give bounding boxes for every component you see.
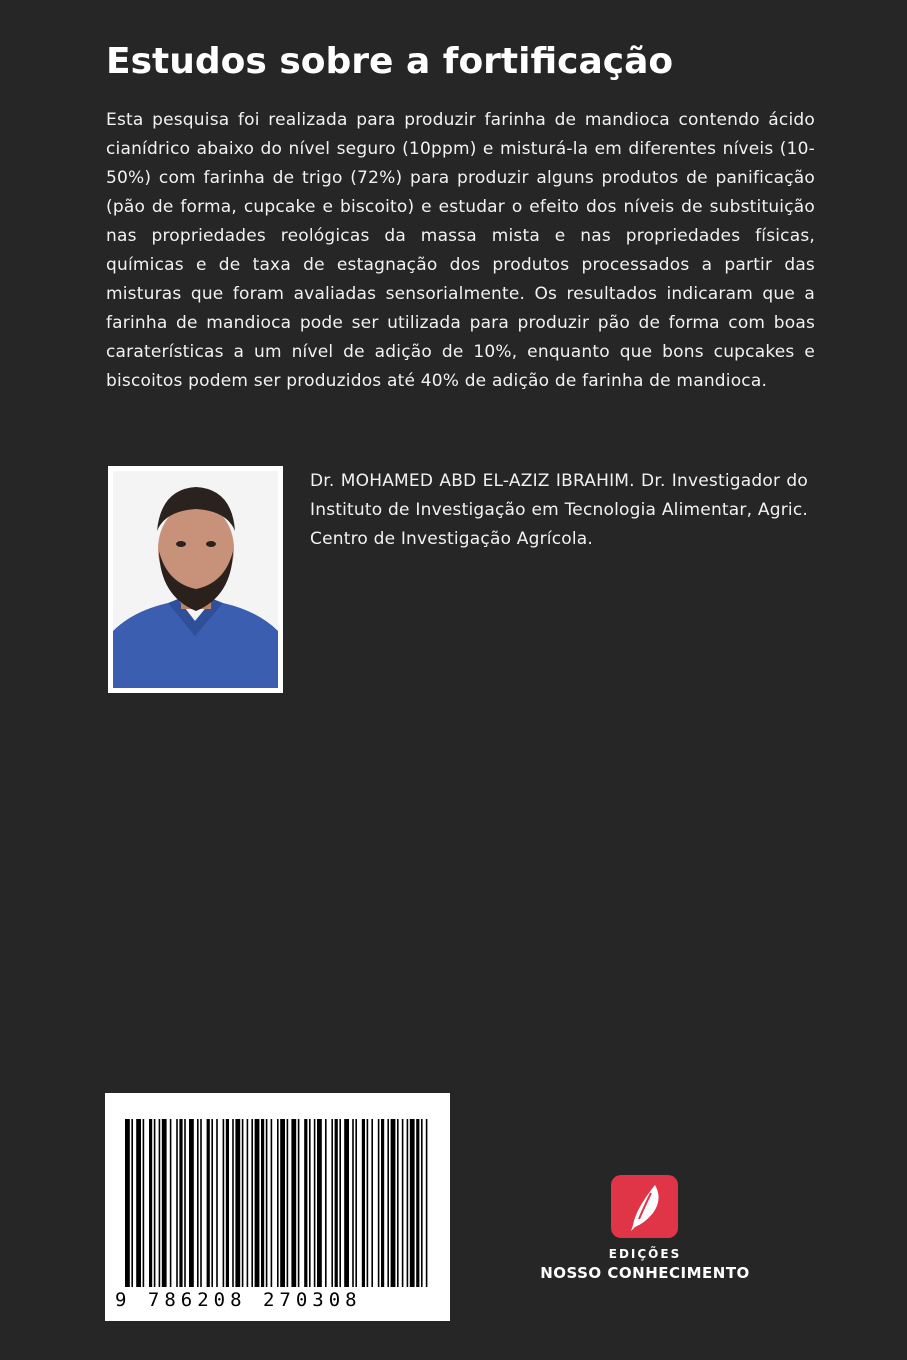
barcode-bar [159,1119,161,1287]
barcode-digits: 9 786208 270308 [115,1289,362,1311]
barcode-bar [211,1119,213,1287]
barcode-bar [261,1119,264,1287]
barcode-bar [362,1119,365,1287]
publisher-name: NOSSO CONHECIMENTO [540,1264,750,1282]
barcode-bar [402,1119,404,1287]
barcode-bar [339,1119,341,1287]
barcode-bar [154,1119,156,1287]
barcode-bar [378,1119,380,1287]
barcode-bar [179,1119,182,1287]
barcode-bar [207,1119,210,1287]
barcode-bar [291,1119,296,1287]
barcode-bar [170,1119,172,1287]
barcode-bar [125,1119,130,1287]
barcode-bar [381,1119,384,1287]
barcode-bar [277,1119,279,1287]
barcode-bar [387,1119,389,1287]
author-photo [113,471,278,688]
barcode-bar [197,1119,199,1287]
barcode-bar [298,1119,300,1287]
barcode-bar [426,1119,428,1287]
barcode-bar [184,1119,186,1287]
barcode-bar [266,1119,268,1287]
book-title: Estudos sobre a fortificação [106,41,674,82]
quill-feather-icon [611,1175,678,1238]
barcode-bar [271,1119,273,1287]
publisher-line-1: EDIÇÕES [608,1247,682,1261]
barcode-bar [317,1119,322,1287]
barcode-bar [226,1119,229,1287]
barcode-bar [200,1119,202,1287]
author-photo-frame [108,466,283,693]
barcode-bar [335,1119,338,1287]
barcode-bar [255,1119,260,1287]
publisher-logo [611,1175,678,1238]
barcode-bar [325,1119,327,1287]
barcode-bar [421,1119,423,1287]
barcode-bar [344,1119,349,1287]
barcode-bar [410,1119,415,1287]
abstract-text: Esta pesquisa foi realizada para produzir farinha de mandioca contendo ácido cianídrico abaixo do nível seguro (10ppm) e misturá-la em diferentes níveis (10-50%) com farinha de trigo (72%) para produzir alguns produtos de panificação (pão de forma, cupcake e biscoito) e estudar o efeito dos níveis de substituição nas propriedades reológicas da massa mista e nas propriedades físicas, químicas e de taxa de estagnação dos produtos processados a partir das misturas que foram avaliadas sensorialmente. Os resultados indicaram que a farinha de mandioca pode ser utilizada para produzir pão de forma com boas caraterísticas a um nível de adição de 10%, enquanto que bons cupcakes e biscoitos podem ser produzidos até 40% de adição de farinha de mandioca. [106,110,815,391]
barcode-bar [235,1119,240,1287]
barcode-bar [149,1119,152,1287]
barcode-bar [407,1119,409,1287]
barcode-bar [232,1119,234,1287]
barcode-bar [367,1119,369,1287]
barcode-bar [287,1119,289,1287]
barcode-bar [355,1119,357,1287]
barcode-bar [216,1119,218,1287]
barcode-bar [189,1119,194,1287]
barcode-bar [352,1119,354,1287]
barcode-bar [314,1119,316,1287]
barcode-bars [105,1093,450,1321]
barcode-bar [280,1119,285,1287]
barcode-bar [304,1119,307,1287]
barcode-bar [309,1119,311,1287]
barcode-bar [223,1119,225,1287]
barcode-bar [162,1119,167,1287]
barcode-bar [397,1119,399,1287]
barcode-bar [247,1119,249,1287]
author-bio: Dr. MOHAMED ABD EL-AZIZ IBRAHIM. Dr. Investigador do Instituto de Investigação em Tecnologia Alimentar, Agric. Centro de Investigação Agrícola. [310,471,808,549]
barcode-bar [131,1119,133,1287]
barcode-bar [242,1119,244,1287]
barcode-bar [371,1119,373,1287]
barcode-bar [416,1119,419,1287]
barcode-bar [331,1119,333,1287]
barcode-bar [176,1119,178,1287]
isbn-barcode [105,1093,450,1321]
barcode-bar [143,1119,145,1287]
barcode-bar [251,1119,253,1287]
barcode-bar [136,1119,141,1287]
barcode-bar [391,1119,396,1287]
